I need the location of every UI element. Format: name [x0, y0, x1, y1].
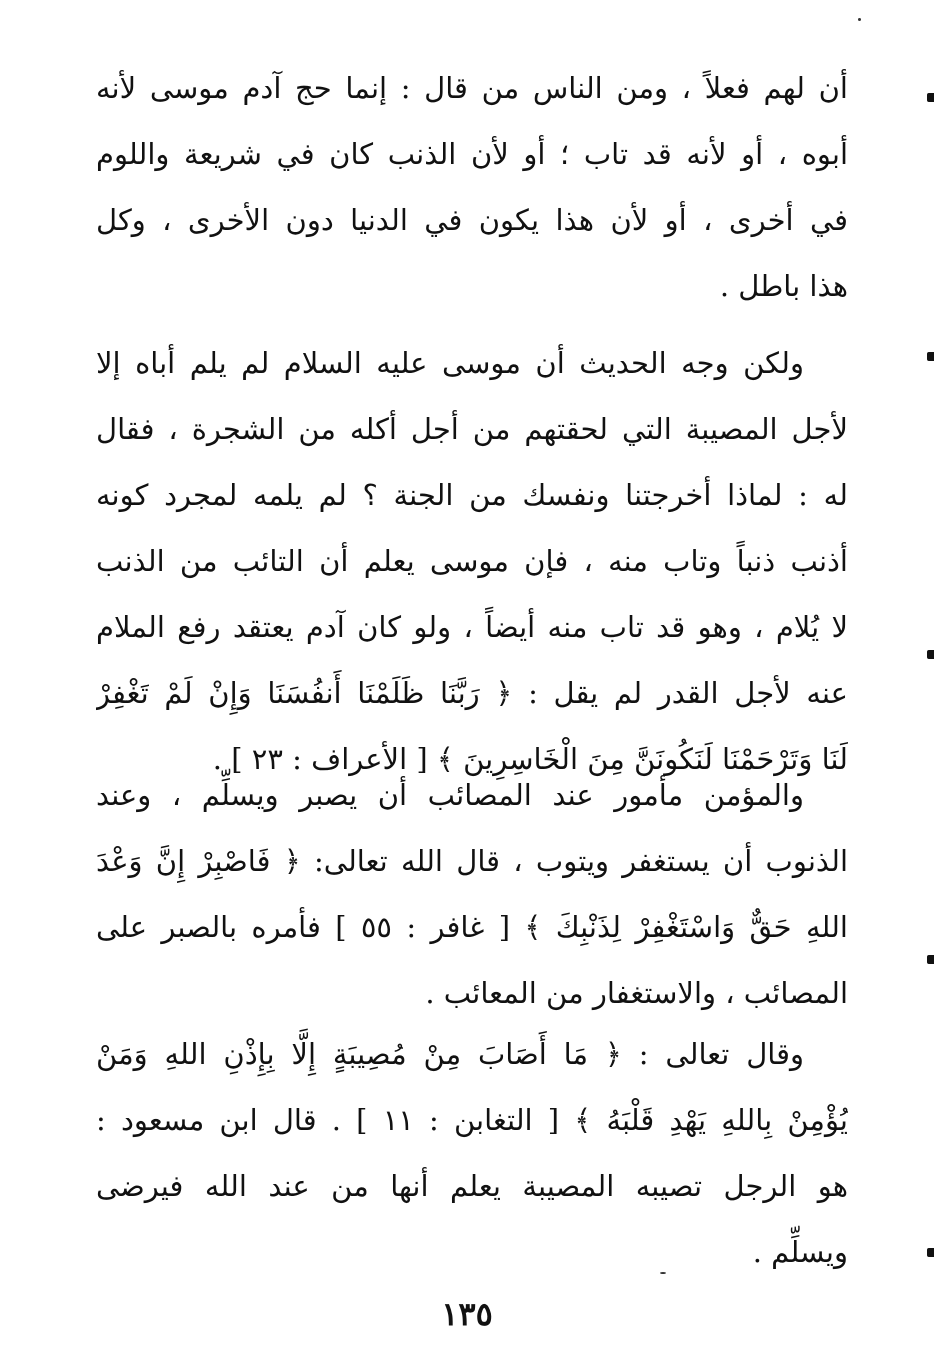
- text-line: أبوه ، أو لأنه قد تاب ؛ أو لأن الذنب كان في شريعة واللوم: [96, 137, 848, 171]
- margin-mark: [927, 93, 934, 102]
- text-line: هو الرجل تصيبه المصيبة يعلم أنها من عند الله فيرضى: [96, 1169, 848, 1203]
- margin-mark: [927, 955, 934, 964]
- text-line: وقال تعالى : ﴿ مَا أَصَابَ مِنْ مُصِيبَةٍ إِلَّا بِإِذْنِ اللهِ وَمَنْ: [96, 1037, 804, 1071]
- margin-mark: [927, 352, 934, 361]
- text-line: لَنَا وَتَرْحَمْنَا لَنَكُونَنَّ مِنَ الْخَاسِرِينَ ﴾ [ الأعراف : ٢٣ ] .: [212, 742, 848, 776]
- text-line: في أخرى ، أو لأن هذا يكون في الدنيا دون الأخرى ، وكل: [96, 203, 848, 237]
- text-line: هذا باطل .: [719, 269, 848, 303]
- text-line: لا يُلام ، وهو قد تاب منه أيضاً ، ولو كان آدم يعتقد رفع الملام: [96, 610, 848, 644]
- text-line: أذنب ذنباً وتاب منه ، فإن موسى يعلم أن التائب من الذنب: [96, 544, 848, 578]
- text-line: له : لماذا أخرجتنا ونفسك من الجنة ؟ لم يلمه لمجرد كونه: [96, 478, 848, 512]
- paragraph-1: [96, 55, 848, 319]
- paragraph-4: [96, 1021, 848, 1285]
- text-line: أن لهم فعلاً ، ومن الناس من قال : إنما حج آدم موسى لأنه: [96, 71, 848, 105]
- scan-speck: [858, 18, 861, 21]
- text-line: والمؤمن مأمور عند المصائب أن يصبر ويسلِّم ، وعند: [96, 778, 804, 812]
- margin-mark: [927, 650, 934, 659]
- text-line: ويسلِّم .: [752, 1235, 848, 1269]
- text-line: اللهِ حَقٌّ وَاسْتَغْفِرْ لِذَنْبِكَ ﴾ [ غافر : ٥٥ ] فأمره بالصبر على: [96, 910, 848, 944]
- paragraph-3: [96, 762, 848, 1026]
- page-number: ١٣٥: [441, 1295, 493, 1333]
- paragraph-2: [96, 330, 848, 792]
- text-line: لأجل المصيبة التي لحقتهم من أجل أكله من الشجرة ، فقال: [96, 412, 848, 446]
- text-line: عنه لأجل القدر لم يقل : ﴿ رَبَّنَا ظَلَمْنَا أَنفُسَنَا وَإِنْ لَمْ تَغْفِرْ: [96, 676, 848, 710]
- scan-speck: [660, 1272, 666, 1274]
- text-line: يُؤْمِنْ بِاللهِ يَهْدِ قَلْبَهُ ﴾ [ التغابن : ١١ ] . قال ابن مسعود :: [96, 1103, 848, 1137]
- margin-mark: [927, 1248, 934, 1257]
- text-line: ولكن وجه الحديث أن موسى عليه السلام لم يلم أباه إلا: [96, 346, 804, 380]
- text-line: الذنوب أن يستغفر ويتوب ، قال الله تعالى: ﴿ فَاصْبِرْ إِنَّ وَعْدَ: [96, 844, 848, 878]
- text-line: المصائب ، والاستغفار من المعائب .: [425, 976, 848, 1010]
